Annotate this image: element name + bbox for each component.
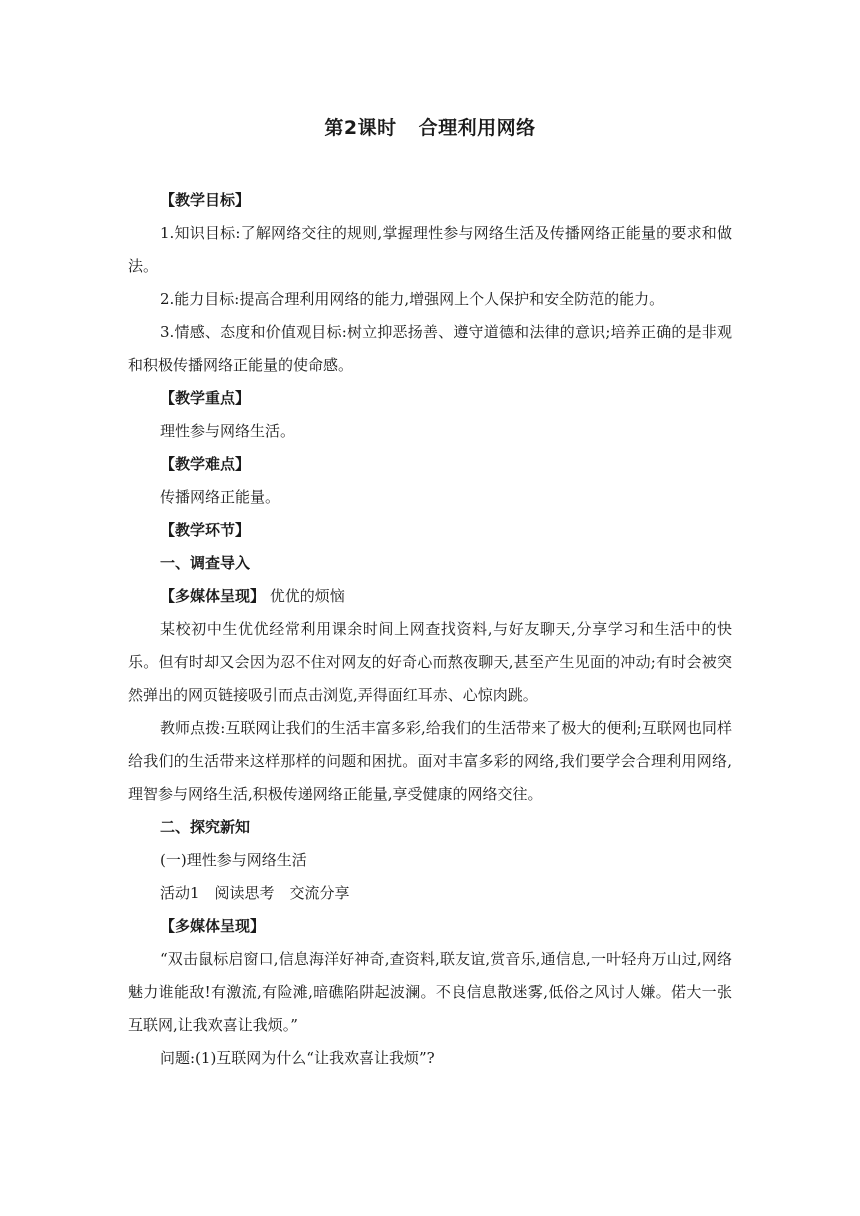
quote-paragraph: “双击鼠标启窗口,信息海洋好神奇,查资料,联友谊,赏音乐,通信息,一叶轻舟万山过,网络魅力谁能敌!有激流,有险滩,暗礁陷阱起波澜。不良信息散迷雾,低俗之风讨人嫌。偌大一张互联网,让我欢喜让我烦。”: [128, 950, 732, 1034]
lesson-number: 第2课时: [324, 117, 397, 139]
media-label: 【多媒体呈现】: [160, 917, 266, 935]
section-heading: 一、调查导入: [160, 554, 251, 572]
document-body: [128, 184, 732, 1075]
objective-item: 3.情感、态度和价值观目标:树立抑恶扬善、遵守道德和法律的意识;培养正确的是非观和积极传播网络正能量的使命感。: [128, 323, 732, 374]
sub-heading: (一)理性参与网络生活: [160, 851, 307, 869]
teacher-note: 教师点拨:互联网让我们的生活丰富多彩,给我们的生活带来了极大的便利;互联网也同样给我们的生活带来这样那样的问题和困扰。面对丰富多彩的网络,我们要学会合理利用网络,理智参与网络生活,积极传递网络正能量,享受健康的网络交往。: [128, 719, 732, 803]
objective-item: 1.知识目标:了解网络交往的规则,掌握理性参与网络生活及传播网络正能量的要求和做法。: [128, 224, 732, 275]
activity-title: 活动1 阅读思考 交流分享: [160, 884, 350, 902]
key-point-heading: 【教学重点】: [160, 389, 251, 407]
question-text: 问题:(1)互联网为什么“让我欢喜让我烦”?: [160, 1049, 435, 1067]
difficulty-text: 传播网络正能量。: [160, 488, 281, 506]
objectives-heading: 【教学目标】: [160, 191, 251, 209]
media-title: 优优的烦恼: [269, 587, 345, 605]
process-heading: 【教学环节】: [160, 521, 251, 539]
media-label: 【多媒体呈现】: [160, 587, 266, 605]
difficulty-heading: 【教学难点】: [160, 455, 251, 473]
story-paragraph: 某校初中生优优经常利用课余时间上网查找资料,与好友聊天,分享学习和生活中的快乐。但有时却又会因为忍不住对网友的好奇心而熬夜聊天,甚至产生见面的冲动;有时会被突然弹出的网页链接吸引而点击浏览,弄得面红耳赤、心惊肉跳。: [128, 620, 732, 704]
key-point-text: 理性参与网络生活。: [160, 422, 296, 440]
lesson-title: 合理利用网络: [418, 117, 536, 139]
page-title: [0, 113, 860, 140]
media-line: [128, 580, 732, 613]
objective-item: 2.能力目标:提高合理利用网络的能力,增强网上个人保护和安全防范的能力。: [160, 290, 665, 308]
section-heading: 二、探究新知: [160, 818, 251, 836]
